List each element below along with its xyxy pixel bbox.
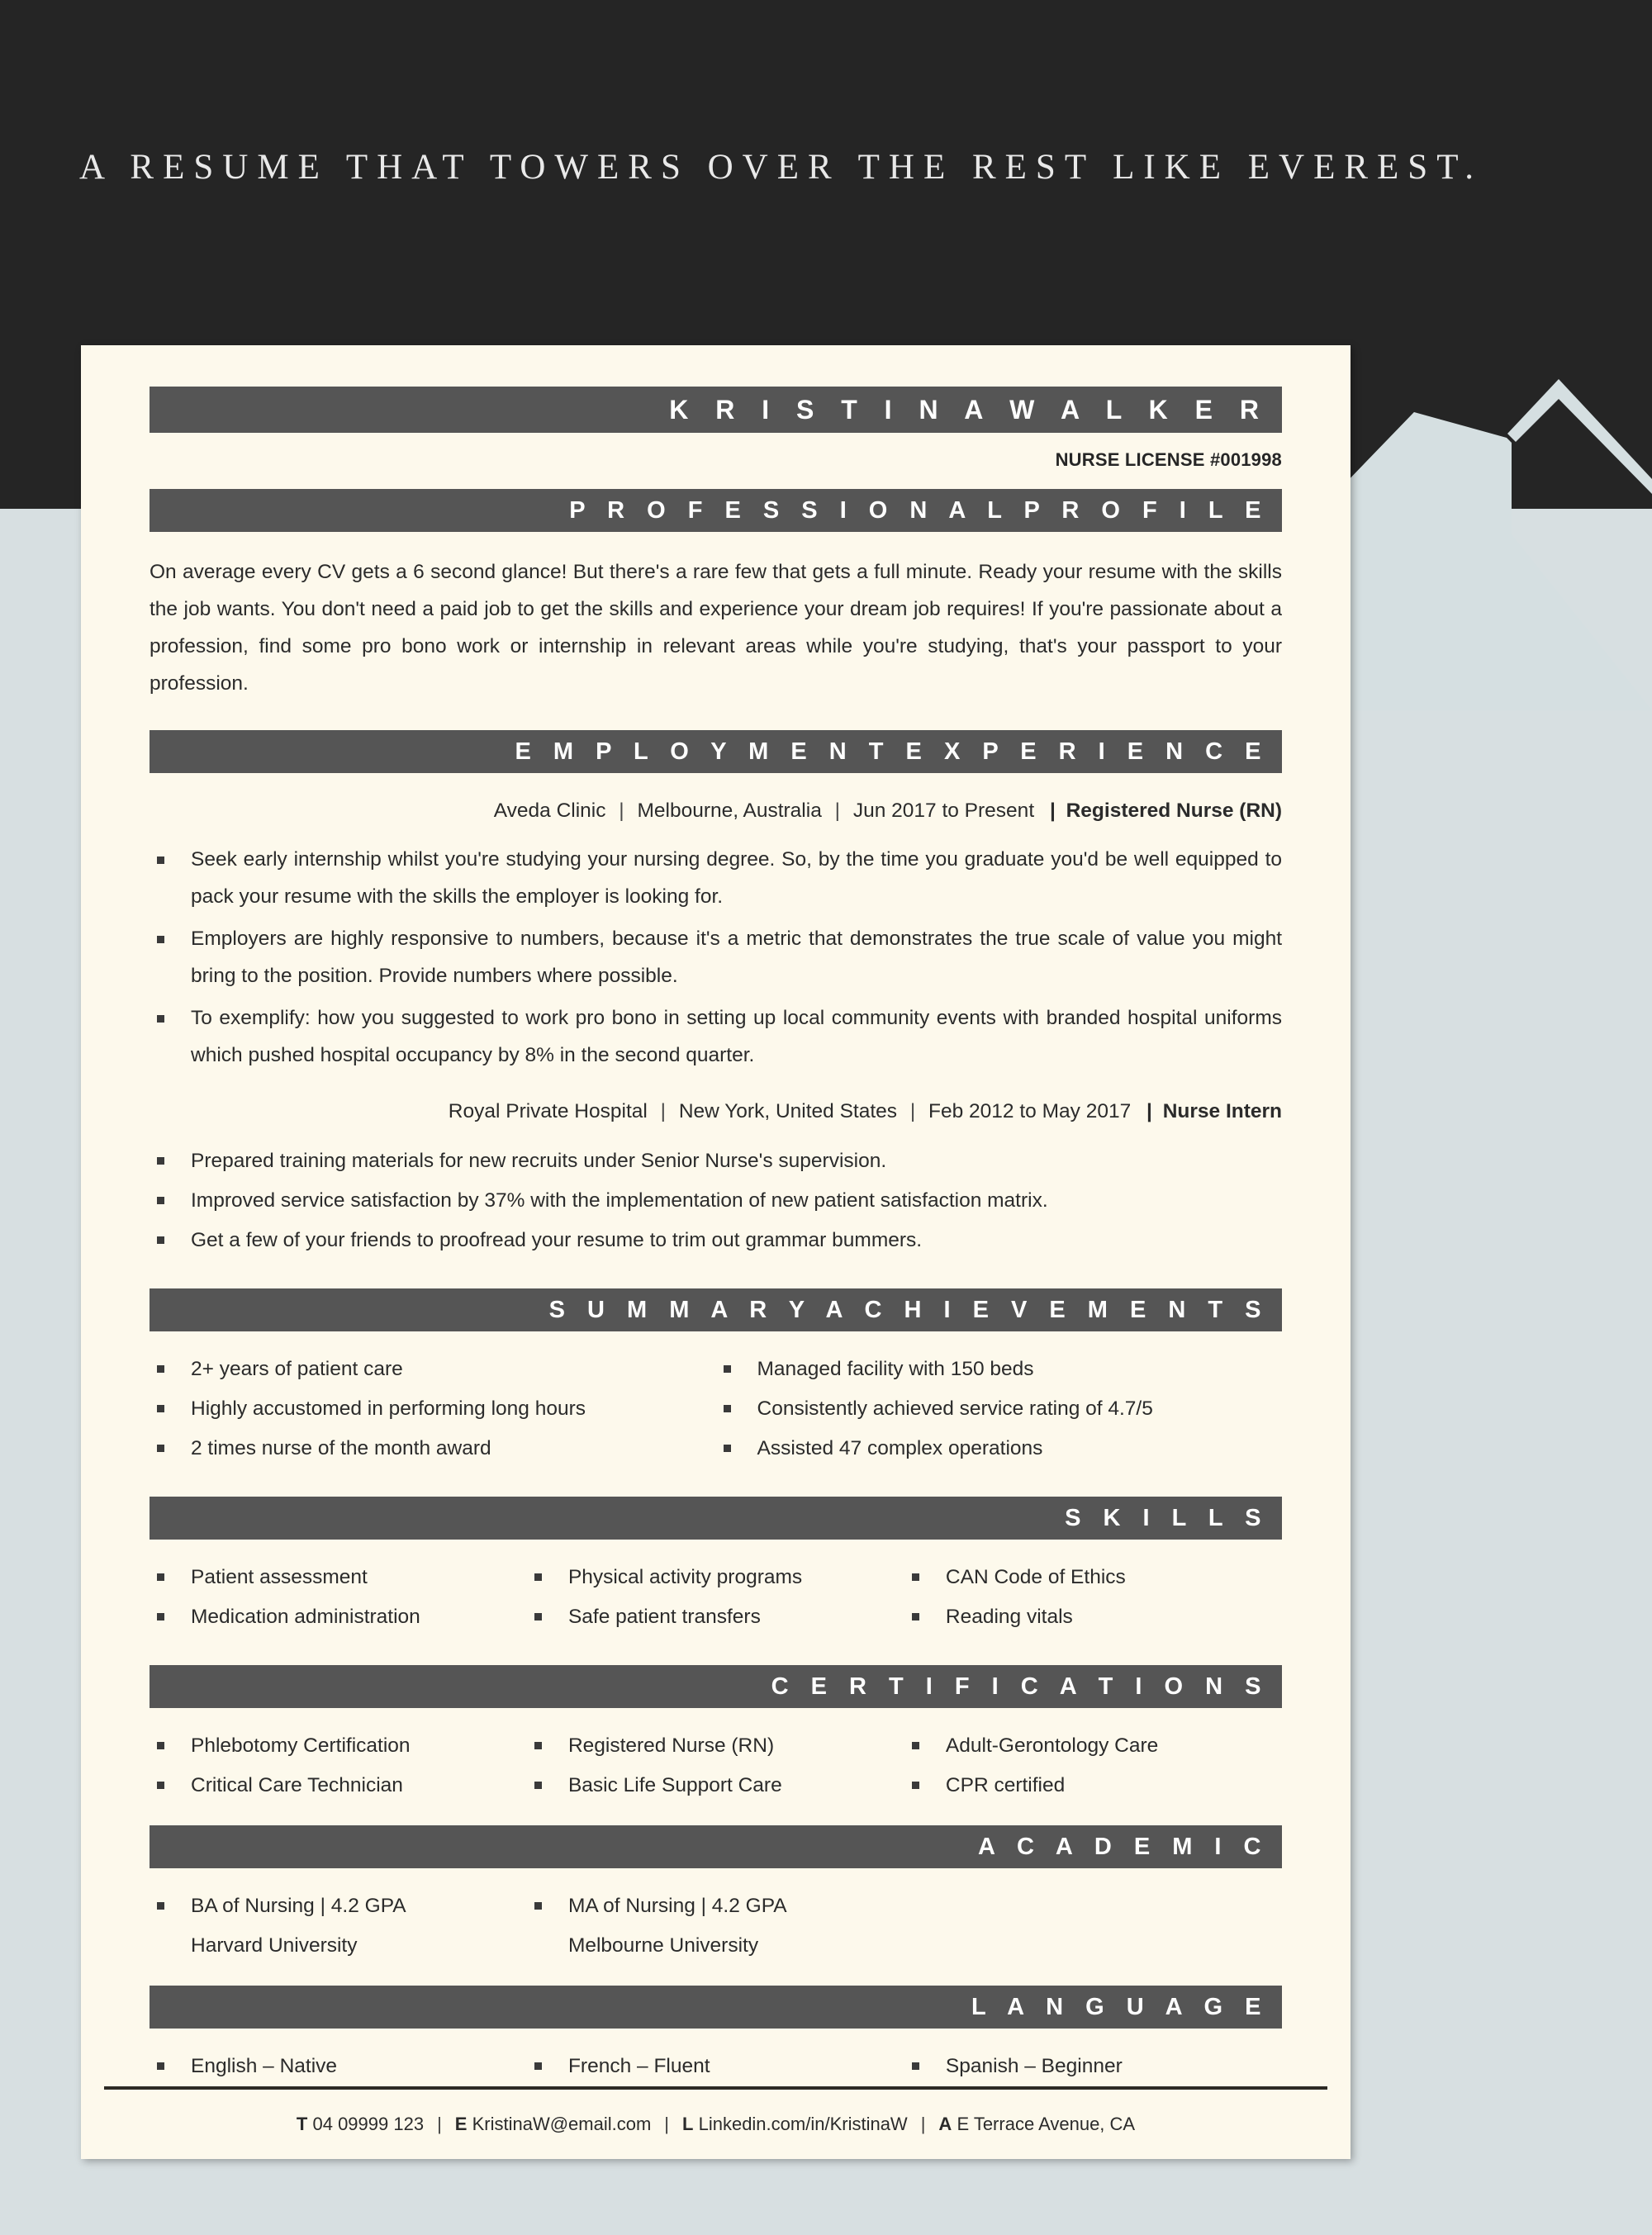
section-heading-profile: P R O F E S S I O N A L P R O F I L E <box>150 489 1282 532</box>
contact-footer <box>81 2090 1351 2159</box>
job-bullets-1 <box>150 841 1282 1074</box>
skills-column-2 <box>527 1558 904 1637</box>
section-heading-language: L A N G U A G E <box>150 1986 1282 2029</box>
academic-grid <box>150 1868 1282 1966</box>
mountain-graphic <box>1322 363 1652 710</box>
address-label: A <box>938 2114 952 2134</box>
achievements-column-1 <box>150 1350 716 1469</box>
email-value[interactable]: KristinaW@email.com <box>472 2114 652 2134</box>
academic-entry-3 <box>904 1886 1282 1966</box>
list-item: Consistently achieved service rating of 4.7/5 <box>716 1389 1283 1429</box>
job-bullets-2 <box>150 1141 1282 1260</box>
list-item: Improved service satisfaction by 37% with the implementation of new patient satisfaction matrix. <box>150 1181 1282 1221</box>
list-item: CAN Code of Ethics <box>904 1558 1282 1597</box>
job-location-1: Melbourne, Australia <box>637 800 822 822</box>
list-item: 2 times nurse of the month award <box>150 1429 716 1469</box>
academic-school-2: Melbourne University <box>567 1934 759 1957</box>
skills-column-1 <box>150 1558 527 1637</box>
resume-content <box>81 345 1351 2086</box>
address-value: E Terrace Avenue, CA <box>957 2114 1136 2134</box>
list-item: Spanish – Beginner <box>904 2047 1282 2086</box>
nurse-license: NURSE LICENSE #001998 <box>1055 449 1282 470</box>
footer-separator: | <box>664 2114 670 2134</box>
section-heading-academic: A C A D E M I C <box>150 1825 1282 1868</box>
linkedin-label: L <box>682 2114 694 2134</box>
achievements-grid <box>150 1331 1282 1469</box>
meta-separator: | <box>909 1100 916 1122</box>
list-item <box>527 1886 904 1966</box>
job-location-2: New York, United States <box>678 1100 898 1122</box>
academic-entry-2 <box>527 1886 904 1966</box>
language-column-2 <box>527 2047 904 2086</box>
list-item: 2+ years of patient care <box>150 1350 716 1389</box>
list-item: Get a few of your friends to proofread your resume to trim out grammar bummers. <box>150 1221 1282 1260</box>
list-item: Highly accustomed in performing long hours <box>150 1389 716 1429</box>
job-dates-1: Jun 2017 to Present <box>852 800 1035 822</box>
skills-grid <box>150 1540 1282 1637</box>
spacer <box>150 702 1282 730</box>
list-item: Reading vitals <box>904 1597 1282 1637</box>
footer-separator: | <box>437 2114 442 2134</box>
spacer <box>150 1637 1282 1665</box>
list-item: Assisted 47 complex operations <box>716 1429 1283 1469</box>
meta-separator: | <box>1049 800 1056 822</box>
job-title-1: Registered Nurse (RN) <box>1066 800 1282 822</box>
list-item: To exemplify: how you suggested to work pro bono in setting up local community events with branded hospital uniforms which pushed hospital occupancy by 8% in the second quarter. <box>150 999 1282 1074</box>
list-item <box>150 1886 527 1966</box>
language-column-3 <box>904 2047 1282 2086</box>
certifications-column-3 <box>904 1726 1282 1806</box>
list-item: Employers are highly responsive to numbers, because it's a metric that demonstrates the true scale of value you might bring to the position. Provide numbers where possible. <box>150 920 1282 994</box>
job-meta-1 <box>150 800 1282 823</box>
list-item: Prepared training materials for new recruits under Senior Nurse's supervision. <box>150 1141 1282 1181</box>
profile-paragraph: On average every CV gets a 6 second glance! But there's a rare few that gets a full minute. Ready your resume with the skills the job wants. You don't need a paid job to get the skills and experience your dream job requires! If you're passionate about a profession, find some pro bono work or internship in relevant areas while you're studying, that's your passport to your profession. <box>150 561 1282 695</box>
list-item: Registered Nurse (RN) <box>527 1726 904 1766</box>
academic-degree-1: BA of Nursing | 4.2 GPA <box>191 1895 406 1917</box>
spacer <box>150 1806 1282 1825</box>
spacer <box>150 1260 1282 1288</box>
section-heading-skills: S K I L L S <box>150 1497 1282 1540</box>
section-heading-certifications: C E R T I F I C A T I O N S <box>150 1665 1282 1708</box>
list-item: French – Fluent <box>527 2047 904 2086</box>
list-item: English – Native <box>150 2047 527 2086</box>
list-item: Safe patient transfers <box>527 1597 904 1637</box>
list-item: Adult-Gerontology Care <box>904 1726 1282 1766</box>
spacer <box>150 1966 1282 1986</box>
job-company-2: Royal Private Hospital <box>448 1100 648 1122</box>
spacer <box>150 1469 1282 1497</box>
job-meta-2 <box>150 1100 1282 1123</box>
page-tagline: A RESUME THAT TOWERS OVER THE REST LIKE EVEREST. <box>79 148 1483 187</box>
linkedin-value[interactable]: Linkedin.com/in/KristinaW <box>698 2114 908 2134</box>
candidate-name: K R I S T I N A W A L K E R <box>150 387 1282 433</box>
list-item: Managed facility with 150 beds <box>716 1350 1283 1389</box>
email-label: E <box>454 2114 468 2134</box>
list-item: Phlebotomy Certification <box>150 1726 527 1766</box>
certifications-grid <box>150 1708 1282 1806</box>
academic-school-1: Harvard University <box>191 1934 358 1957</box>
meta-separator: | <box>619 800 624 822</box>
achievements-column-2 <box>716 1350 1283 1469</box>
resume-paper <box>81 345 1351 2159</box>
list-item: Basic Life Support Care <box>527 1766 904 1806</box>
section-heading-employment: E M P L O Y M E N T E X P E R I E N C E <box>150 730 1282 773</box>
list-item: Medication administration <box>150 1597 527 1637</box>
academic-entry-1 <box>150 1886 527 1966</box>
footer-separator: | <box>920 2114 926 2134</box>
phone-label: T <box>296 2114 308 2134</box>
list-item: Critical Care Technician <box>150 1766 527 1806</box>
meta-separator: | <box>834 800 841 822</box>
job-company-1: Aveda Clinic <box>493 800 606 822</box>
language-column-1 <box>150 2047 527 2086</box>
academic-degree-2: MA of Nursing | 4.2 GPA <box>567 1895 787 1917</box>
list-item: Physical activity programs <box>527 1558 904 1597</box>
section-heading-achievements: S U M M A R Y A C H I E V E M E N T S <box>150 1288 1282 1331</box>
meta-separator: | <box>1146 1100 1152 1122</box>
meta-separator: | <box>660 1100 667 1122</box>
job-dates-2: Feb 2012 to May 2017 <box>928 1100 1132 1122</box>
list-item: Patient assessment <box>150 1558 527 1597</box>
list-item: Seek early internship whilst you're studying your nursing degree. So, by the time you graduate you'd be well equipped to pack your resume with the skills the employer is looking for. <box>150 841 1282 915</box>
certifications-column-1 <box>150 1726 527 1806</box>
job-title-2: Nurse Intern <box>1162 1100 1282 1122</box>
phone-value: 04 09999 123 <box>312 2114 425 2134</box>
skills-column-3 <box>904 1558 1282 1637</box>
language-grid <box>150 2029 1282 2086</box>
certifications-column-2 <box>527 1726 904 1806</box>
list-item: CPR certified <box>904 1766 1282 1806</box>
